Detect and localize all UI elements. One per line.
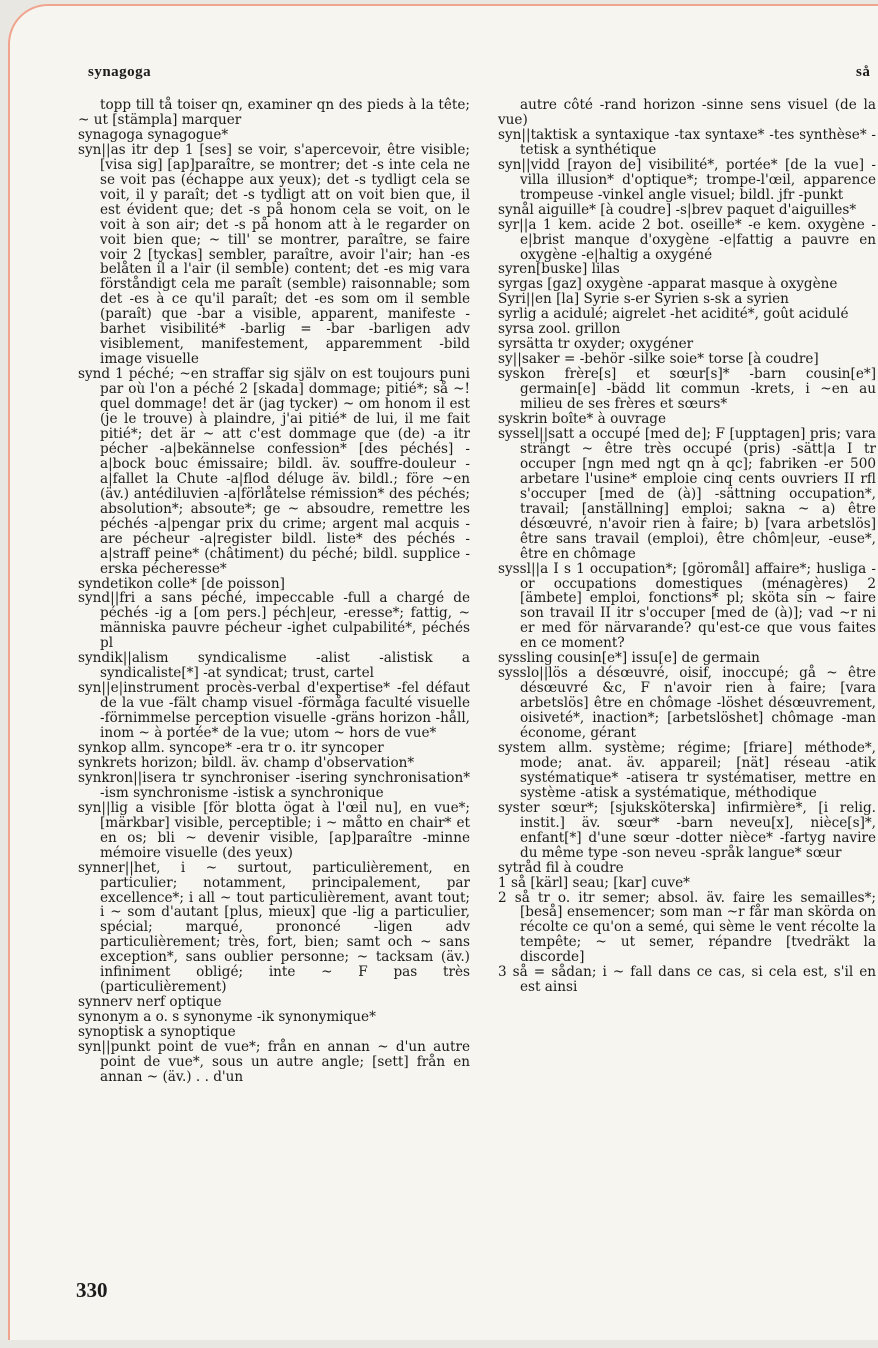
dictionary-entry: 2 så tr o. itr semer; absol. äv. faire les semailles*; [beså] ensemencer; som man ~r får man skörda on récolte ce qu'on a semé, qui sème le vent récolte la tempête; ~ ut semer, répandre [tvedräkt la discorde] <box>498 889 876 966</box>
dictionary-entry: synkrets horizon; bildl. äv. champ d'observation* <box>78 754 415 771</box>
left-guide-word: synagoga <box>88 64 152 80</box>
dictionary-entry: synner||het, i ~ surtout, particulièrement, en particulier; notamment, principalement, par excellence*; i all ~ tout particulièrement, avant tout; i ~ som d'autant [plus, mieux] que -lig a particulier, spécial; marqué, prononcé -ligen adv particulièrement; très, fort, bien; samt och ~ sans exception*, sans oublier personne; ~ tacksam (äv.) infiniment obligé; inte ~ F pas très (particulièrement) <box>78 859 470 996</box>
dictionary-entry: syskrin boîte* à ouvrage <box>498 411 667 428</box>
dictionary-entry: synoptisk a synoptique <box>78 1024 236 1041</box>
dictionary-entry: autre côté -rand horizon -sinne sens visuel (de la vue) <box>498 97 876 128</box>
left-column <box>78 98 470 1085</box>
dictionary-entry: synd||fri a sans péché, impeccable -full a chargé de péchés -ig a [om pers.] péch|eur, -eresse*; fattig, ~ människa pauvre pécheur -ighet culpabilité*, péchés pl <box>78 590 470 652</box>
dictionary-entry: syn||vidd [rayon de] visibilité*, portée* [de la vue] -villa illusion* d'optique*; trompe-l'œil, apparence trompeuse -vinkel angle visuel; bildl. jfr -punkt <box>498 156 876 203</box>
dictionary-entry: syren[buske] lilas <box>498 261 620 278</box>
dictionary-entry: syndetikon colle* [de poisson] <box>78 575 285 592</box>
dictionary-entry: synkop allm. syncope* -era tr o. itr syncoper <box>78 739 384 756</box>
dictionary-entry: syssl||a I s 1 occupation*; [göromål] affaire*; husliga -or occupations domestiques (ménagères) 2 [ämbete] emploi, fonctions* pl; sköta sin ~ faire son travail II itr s'occuper [med de (à)]; vad ~r ni er med för närvarande? qu'est-ce que vous faites en ce moment? <box>498 560 876 652</box>
dictionary-entry: syssling cousin[e*] issu[e] de germain <box>498 650 760 667</box>
dictionary-entry: syndik||alism syndicalisme -alist -alistisk a syndicaliste[*] -at syndicat; trust, cartel <box>78 650 470 682</box>
dictionary-entry: synd 1 péché; ~en straffar sig själv on est toujours puni par où l'on a péché 2 [skada] dommage; pitié*; så ~! quel dommage! det är (jag tycker) ~ om honom il est (je le trouve) à plaindre, j'ai pitié* de lui, il me fait pitié*; det är ~ att c'est dommage que (de) -a itr pécher -a|bekännelse confession* [des péchés] -a|bock bouc émissaire; bildl. äv. souffre-douleur -a|fallet la Chute -a|flod déluge äv. bildl.; före ~en (äv.) antédiluvien -a|förlåtelse rémission* des péchés; absolution*; absoute*; ge ~ absoudre, remettre les péchés -a|pengar prix du crime; argent mal acquis -are pécheur -a|register bildl. liste* des péchés -a|straff peine* (châtiment) du péché; bildl. supplice -erska pécheresse* <box>78 366 470 577</box>
dictionary-page <box>8 4 878 1340</box>
dictionary-entry: syrlig a acidulé; aigrelet -het acidité*, goût acidulé <box>498 306 849 323</box>
dictionary-entry: syrsa zool. grillon <box>498 321 621 338</box>
dictionary-entry: syrgas [gaz] oxygène -apparat masque à oxygène <box>498 276 838 293</box>
dictionary-entry: synonym a o. s synonyme -ik synonymique* <box>78 1009 376 1026</box>
dictionary-entry: Syri||en [la] Syrie s-er Syrien s-sk a syrien <box>498 291 789 308</box>
dictionary-entry: syn||taktisk a syntaxique -tax syntaxe* -tes synthèse* -tetisk a synthétique <box>498 126 876 158</box>
dictionary-entry: 3 så = sådan; i ~ fall dans ce cas, si cela est, s'il en est ainsi <box>498 964 876 996</box>
right-guide-word: så <box>856 64 871 80</box>
dictionary-entry: syn||e|instrument procès-verbal d'expertise* -fel défaut de la vue -fält champ visuel -förmåga faculté visuelle -förnimmelse perception visuelle -gräns horizon -håll, inom ~ à portée* de la vue; utom ~ hors de vue* <box>78 680 470 742</box>
dictionary-entry: system allm. système; régime; [friare] méthode*, mode; anat. äv. appareil; [nät] réseau -atik systématique* -atisera tr systématiser, mettre en système -atisk a systématique, méthodique <box>498 739 876 801</box>
dictionary-entry: topp till tå toiser qn, examiner qn des pieds à la tête; ~ ut [stämpla] marquer <box>78 97 470 128</box>
dictionary-entry: 1 så [kärl] seau; [kar] cuve* <box>498 874 690 891</box>
dictionary-entry: syn||as itr dep 1 [ses] se voir, s'apercevoir, être visible; [visa sig] [ap]paraître, se montrer; det -s inte cela ne se voit pas (échappe aux yeux); det -s tydligt cela se voit, il y paraît; det -s tydligt att on voit bien que, il est évident que; det -s på honom cela se voit, on le voit à son air; det -s på honom att à le regarder on voit bien que; ~ till' se montrer, paraître, se faire voir 2 [tyckas] sembler, paraître, avoir l'air; han -es belåten il a l'air (il semble) content; det -es mig vara förståndigt cela me paraît (semble) raisonnable; som det -es à ce qu'il paraît; det -es som om il semble (paraît) que -bar a visible, apparent, manifeste -barhet visibilité* -barlig = -bar -barligen adv visiblement, manifestement, apparemment -bild image visuelle <box>78 141 470 368</box>
dictionary-entry: synagoga synagogue* <box>78 126 229 143</box>
dictionary-entry: synnerv nerf optique <box>78 994 222 1011</box>
dictionary-entry: syssel||satt a occupé [med de]; F [upptagen] pris; vara strängt ~ être très occupé (pris) -sätt|a I tr occuper [ngn med ngt qn à qc]; fabriken -er 500 arbetare l'usine* emploie cinq cents ouvriers II rfl s'occuper [med de (à)] -sättning occupation*, travail; [anställning] emploi; sakna ~ a) être désœuvré, n'avoir rien à faire; b) [vara arbetslös] être sans travail (emploi), être chôm|eur, -euse*, être en chômage <box>498 425 876 562</box>
dictionary-entry: syrsätta tr oxyder; oxygéner <box>498 336 694 353</box>
dictionary-entry: sysslo||lös a désœuvré, oisif, inoccupé; gå ~ être désœuvré &c, F n'avoir rien à faire; [vara arbetslös] être en chômage -löshet désœuvrement, oisiveté*, inaction*; [arbetslöshet] chômage -man économe, gérant <box>498 665 876 742</box>
dictionary-entry: syn||lig a visible [för blotta ögat à l'œil nu], en vue*; [märkbar] visible, perceptible; i ~ måtto en chair* et en os; bli ~ devenir visible, [ap]paraître -minne mémoire visuelle (des yeux) <box>78 799 470 861</box>
dictionary-entry: sytråd fil à coudre <box>498 859 624 876</box>
right-column <box>498 98 876 995</box>
dictionary-entry: syn||punkt point de vue*; från en annan ~ d'un autre point de vue*, sous un autre angle; [sett] från en annan ~ (äv.) . . d'un <box>78 1039 470 1085</box>
dictionary-entry: syskon frère[s] et sœur[s]* -barn cousin[e*] germain[e] -bädd lit commun -krets, i ~en au milieu de ses frères et sœurs* <box>498 366 876 413</box>
dictionary-entry: sy||saker = -behör -silke soie* torse [à coudre] <box>498 351 819 368</box>
dictionary-entry: syr||a 1 kem. acide 2 bot. oseille* -e kem. oxygène -e|brist manque d'oxygène -e|fattig a pauvre en oxygène -e|haltig a oxygéné <box>498 216 876 263</box>
page-number: 330 <box>76 1278 108 1302</box>
dictionary-entry: synål aiguille* [à coudre] -s|brev paquet d'aiguilles* <box>498 201 857 218</box>
dictionary-entry: syster sœur*; [sjuksköterska] infirmière*, [i relig. instit.] äv. sœur* -barn neveu[x], nièce[s]*, enfant[*] d'une sœur -dotter nièce* -fartyg navire du même type -son neveu -språk langue* sœur <box>498 799 876 861</box>
dictionary-entry: synkron||isera tr synchroniser -isering synchronisation* -ism synchronisme -istisk a synchronique <box>78 769 470 801</box>
